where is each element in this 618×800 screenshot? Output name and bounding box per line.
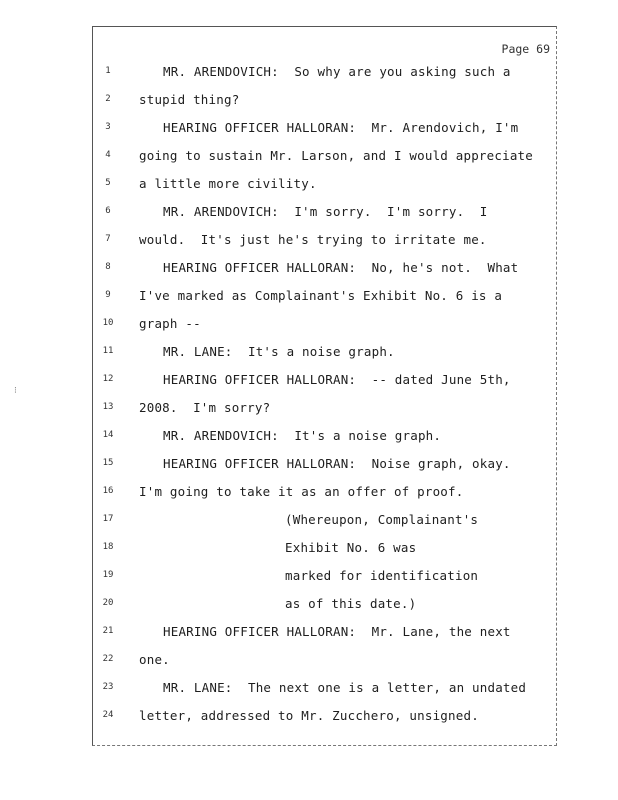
transcript-line: marked for identification (285, 568, 479, 583)
transcript-line: going to sustain Mr. Larson, and I would appreciate (139, 148, 534, 163)
transcript-line: HEARING OFFICER HALLORAN: -- dated June 5th, (163, 372, 511, 387)
transcript-line: MR. ARENDOVICH: So why are you asking such a (163, 64, 511, 79)
transcript-line: MR. LANE: The next one is a letter, an undated (163, 680, 527, 695)
transcript-line: Exhibit No. 6 was (285, 540, 417, 555)
transcript-line: one. (139, 652, 170, 667)
line-number: 24 (102, 710, 114, 720)
line-number: 14 (102, 430, 114, 440)
transcript-line: MR. ARENDOVICH: It's a noise graph. (163, 428, 442, 443)
transcript-line: HEARING OFFICER HALLORAN: Noise graph, okay. (163, 456, 511, 471)
line-number: 9 (105, 290, 111, 300)
line-number: 21 (102, 626, 114, 636)
line-number: 1 (105, 66, 111, 76)
transcript-line: stupid thing? (139, 92, 240, 107)
line-number: 2 (105, 94, 111, 104)
transcript-line: as of this date.) (285, 596, 417, 611)
transcript-line: MR. ARENDOVICH: I'm sorry. I'm sorry. I (163, 204, 488, 219)
line-number: 13 (102, 402, 114, 412)
transcript-line: graph -- (139, 316, 201, 331)
transcript-line: 2008. I'm sorry? (139, 400, 271, 415)
transcript-line: I've marked as Complainant's Exhibit No. 6 is a (139, 288, 503, 303)
transcript-line: letter, addressed to Mr. Zucchero, unsigned. (139, 708, 479, 723)
transcript-line: (Whereupon, Complainant's (285, 512, 479, 527)
transcript-line: HEARING OFFICER HALLORAN: Mr. Lane, the next (163, 624, 511, 639)
transcript-line: HEARING OFFICER HALLORAN: Mr. Arendovich, I'm (163, 120, 519, 135)
page-number: Page 69 (501, 42, 550, 56)
line-number: 22 (102, 654, 114, 664)
line-number: 10 (102, 318, 114, 328)
line-number: 5 (105, 178, 111, 188)
line-number: 15 (102, 458, 114, 468)
line-number: 8 (105, 262, 111, 272)
transcript-line: I'm going to take it as an offer of proof. (139, 484, 464, 499)
line-number: 17 (102, 514, 114, 524)
line-number: 18 (102, 542, 114, 552)
line-number: 12 (102, 374, 114, 384)
line-number: 20 (102, 598, 114, 608)
margin-mark: ⁝ (14, 386, 17, 396)
line-number: 19 (102, 570, 114, 580)
line-number: 4 (105, 150, 111, 160)
transcript-line: HEARING OFFICER HALLORAN: No, he's not. What (163, 260, 519, 275)
line-number: 7 (105, 234, 111, 244)
line-number: 11 (102, 346, 114, 356)
line-number: 6 (105, 206, 111, 216)
line-number: 23 (102, 682, 114, 692)
transcript-line: would. It's just he's trying to irritate me. (139, 232, 487, 247)
transcript-line: MR. LANE: It's a noise graph. (163, 344, 395, 359)
line-number: 3 (105, 122, 111, 132)
transcript-line: a little more civility. (139, 176, 317, 191)
line-number: 16 (102, 486, 114, 496)
